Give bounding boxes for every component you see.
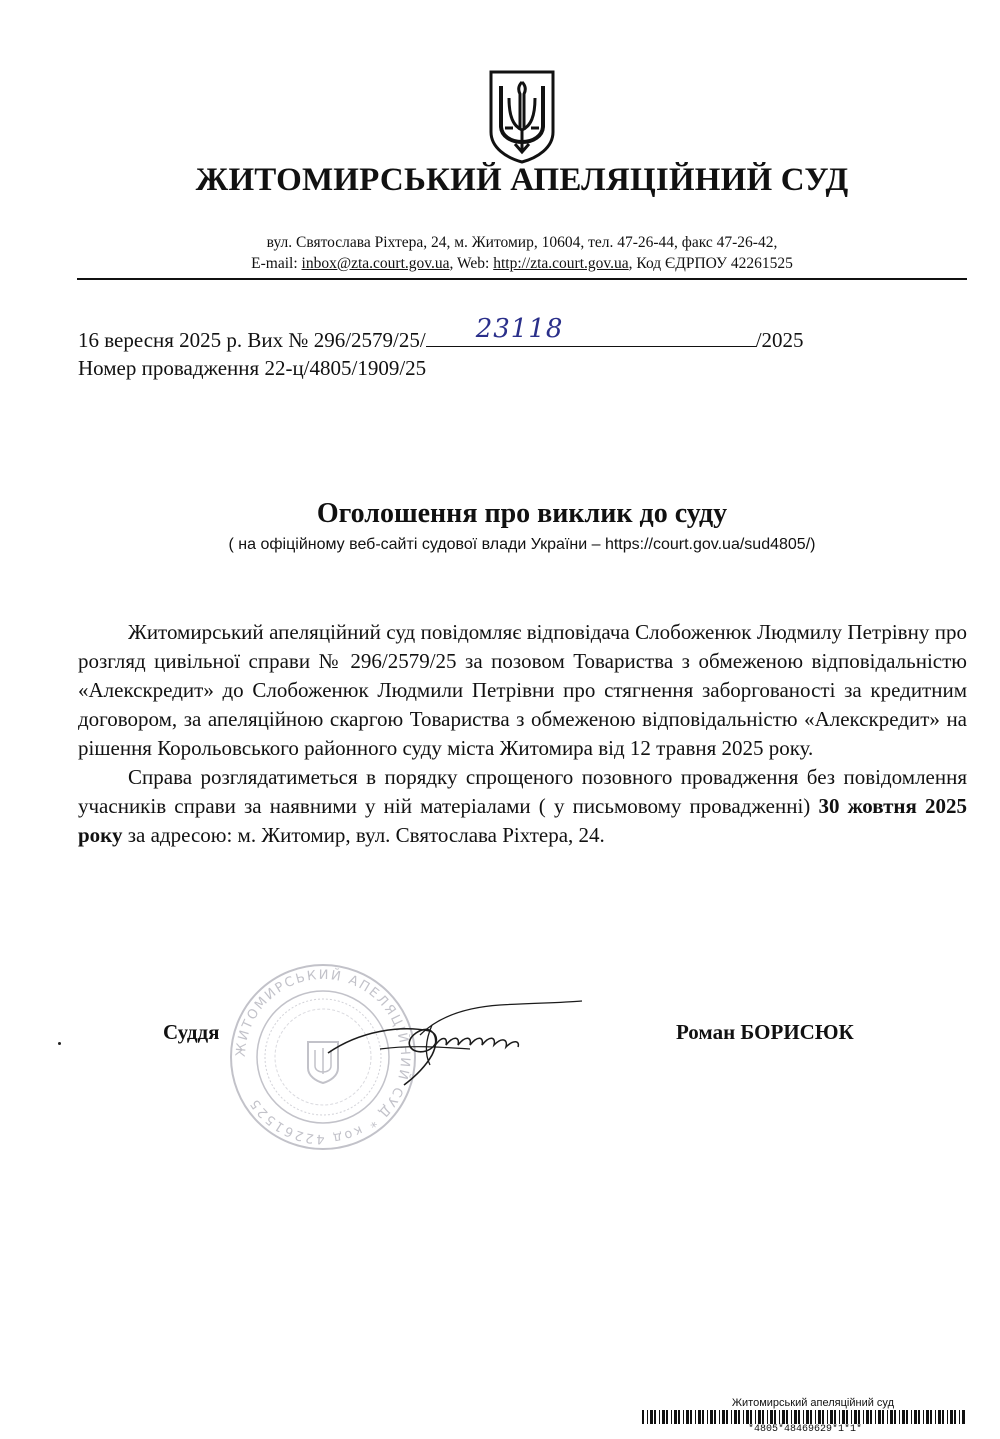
barcode-bar [923, 1410, 924, 1424]
barcode-bar [854, 1410, 857, 1424]
barcode-bar [818, 1410, 821, 1424]
barcode-bar [815, 1410, 816, 1424]
barcode-bar [786, 1410, 788, 1424]
body-paragraph-1: Житомирський апеляційний суд повідомляє відповідача Слобоженюк Людмилу Петрівну про розгляд цивільної справи № 296/2579/25 за позовом Товариства з обмеженою відповідальністю «Алекскредит» до Слобоженюк Людмили Петрівни про стягнення заборгованості за кредитним договором, за апеляційною скаргою Товариства з обмеженою відповідальністю «Алекскредит» на рішення Корольовського районного суду міста Житомира від 12 травня 2025 року. [78, 620, 967, 760]
barcode-bar [878, 1410, 881, 1424]
barcode-bar [866, 1410, 869, 1424]
trident-coat-of-arms-icon [487, 68, 557, 164]
barcode-bar [890, 1410, 893, 1424]
hearing-date: 30 жовтня 2025 року [78, 794, 967, 847]
barcode-bar [743, 1410, 744, 1424]
barcode-bar [731, 1410, 732, 1424]
barcode-bar [707, 1410, 708, 1424]
paragraph-2-end: за адресою: м. Житомир, вул. Святослава Ріхтера, 24. [122, 823, 605, 847]
header-divider [77, 278, 967, 280]
barcode-bar [930, 1410, 932, 1424]
barcode-bar [666, 1410, 668, 1424]
barcode-bar [914, 1410, 917, 1424]
barcode-bar [938, 1410, 941, 1424]
barcode-icon [640, 1410, 970, 1424]
web-label: , Web: [449, 255, 494, 272]
barcode-bar [839, 1410, 840, 1424]
barcode-caption: Житомирський апеляційний суд [731, 1397, 894, 1409]
reference-date-prefix: 16 вересня 2025 р. Вих № 296/2579/25/ [78, 328, 426, 352]
barcode-bar [942, 1410, 944, 1424]
barcode-bar [954, 1410, 956, 1424]
barcode-bar [671, 1410, 672, 1424]
scan-speck [58, 1042, 61, 1045]
contact-line [0, 253, 1000, 274]
barcode-bar [950, 1410, 953, 1424]
edrpou-code: , Код ЄДРПОУ 42261525 [628, 255, 793, 272]
svg-text:ЖИТОМИРСЬКИЙ АПЕЛЯЦІЙНИЙ СУД *: ЖИТОМИРСЬКИЙ АПЕЛЯЦІЙНИЙ СУД * код 42261525 [233, 967, 413, 1147]
barcode-number: *4805*48469629*1*1* [747, 1424, 863, 1435]
barcode-bar [698, 1410, 701, 1424]
email-label: E-mail: [251, 255, 302, 272]
judge-name: Роман БОРИСЮК [676, 1020, 854, 1044]
barcode-bar [678, 1410, 680, 1424]
barcode-bar [906, 1410, 908, 1424]
barcode-bar [690, 1410, 692, 1424]
notice-body [78, 618, 967, 850]
website-link[interactable]: http://zta.court.gov.ua [493, 255, 629, 272]
barcode-bar [782, 1410, 785, 1424]
handwritten-signature-icon [320, 995, 590, 1090]
barcode-bar [779, 1410, 780, 1424]
barcode-bar [702, 1410, 704, 1424]
barcode-bar [875, 1410, 876, 1424]
court-contacts [0, 232, 1000, 274]
barcode-bar [870, 1410, 872, 1424]
barcode-bar [791, 1410, 792, 1424]
barcode-bar [827, 1410, 828, 1424]
paragraph-2-start: Справа розглядатиметься в порядку спрощеного позовного провадження без повідомлення учасників справи за наявними у ній матеріалами ( у письмовому провадженні) [78, 765, 967, 818]
barcode-bar [846, 1410, 848, 1424]
barcode-bar [722, 1410, 725, 1424]
barcode-bar [822, 1410, 824, 1424]
barcode-bar [647, 1410, 648, 1424]
barcode-block [640, 1397, 970, 1435]
reference-suffix: /2025 [755, 328, 804, 352]
barcode-bar [654, 1410, 656, 1424]
barcode-bar [770, 1410, 773, 1424]
notice-title: Оголошення про виклик до суду [316, 498, 728, 529]
case-number-line: Номер провадження 22-ц/4805/1909/25 [78, 356, 427, 380]
barcode-bar [659, 1410, 660, 1424]
barcode-bar [962, 1410, 965, 1424]
barcode-bar [830, 1410, 833, 1424]
barcode-bar [899, 1410, 900, 1424]
barcode-bar [738, 1410, 740, 1424]
handwritten-reference-number: 23118 [475, 314, 564, 344]
barcode-bar [902, 1410, 905, 1424]
barcode-bar [755, 1410, 756, 1424]
barcode-bar [959, 1410, 960, 1424]
barcode-bar [774, 1410, 776, 1424]
judge-title: Суддя [163, 1020, 220, 1044]
barcode-bar [695, 1410, 696, 1424]
barcode-bar [926, 1410, 929, 1424]
outgoing-reference-line [78, 314, 804, 354]
notice-subtitle: ( на офіційному веб-сайті судової влади України – https://court.gov.ua/sud4805/) [228, 536, 816, 553]
barcode-bar [714, 1410, 716, 1424]
barcode-bar [794, 1410, 797, 1424]
address-line: вул. Святослава Ріхтера, 24, м. Житомир, 10604, тел. 47-26-44, факс 47-26-42, [266, 234, 778, 251]
barcode-bar [935, 1410, 936, 1424]
barcode-bar [863, 1410, 864, 1424]
barcode-bar [834, 1410, 836, 1424]
barcode-bar [851, 1410, 852, 1424]
barcode-bar [798, 1410, 800, 1424]
reference-number-blank [426, 314, 756, 347]
barcode-bar [911, 1410, 912, 1424]
barcode-bar [642, 1410, 644, 1424]
barcode-bar [762, 1410, 764, 1424]
barcode-bar [806, 1410, 809, 1424]
court-name: ЖИТОМИРСЬКИЙ АПЕЛЯЦІЙНИЙ СУД [195, 162, 849, 198]
barcode-bar [842, 1410, 845, 1424]
barcode-bar [810, 1410, 812, 1424]
body-paragraph-2 [78, 763, 967, 850]
email-link[interactable]: inbox@zta.court.gov.ua [301, 255, 450, 272]
barcode-bar [726, 1410, 728, 1424]
barcode-bar [719, 1410, 720, 1424]
barcode-bar [734, 1410, 737, 1424]
barcode-bar [650, 1410, 653, 1424]
barcode-bar [750, 1410, 752, 1424]
barcode-bar [887, 1410, 888, 1424]
barcode-bar [918, 1410, 920, 1424]
barcode-bar [803, 1410, 804, 1424]
barcode-bar [662, 1410, 665, 1424]
barcode-bar [767, 1410, 768, 1424]
barcode-bar [947, 1410, 948, 1424]
barcode-bar [674, 1410, 677, 1424]
barcode-bar [683, 1410, 684, 1424]
barcode-bar [758, 1410, 761, 1424]
barcode-bar [858, 1410, 860, 1424]
barcode-bar [746, 1410, 749, 1424]
barcode-bar [686, 1410, 689, 1424]
barcode-bar [710, 1410, 713, 1424]
barcode-bar [894, 1410, 896, 1424]
barcode-bar [882, 1410, 884, 1424]
